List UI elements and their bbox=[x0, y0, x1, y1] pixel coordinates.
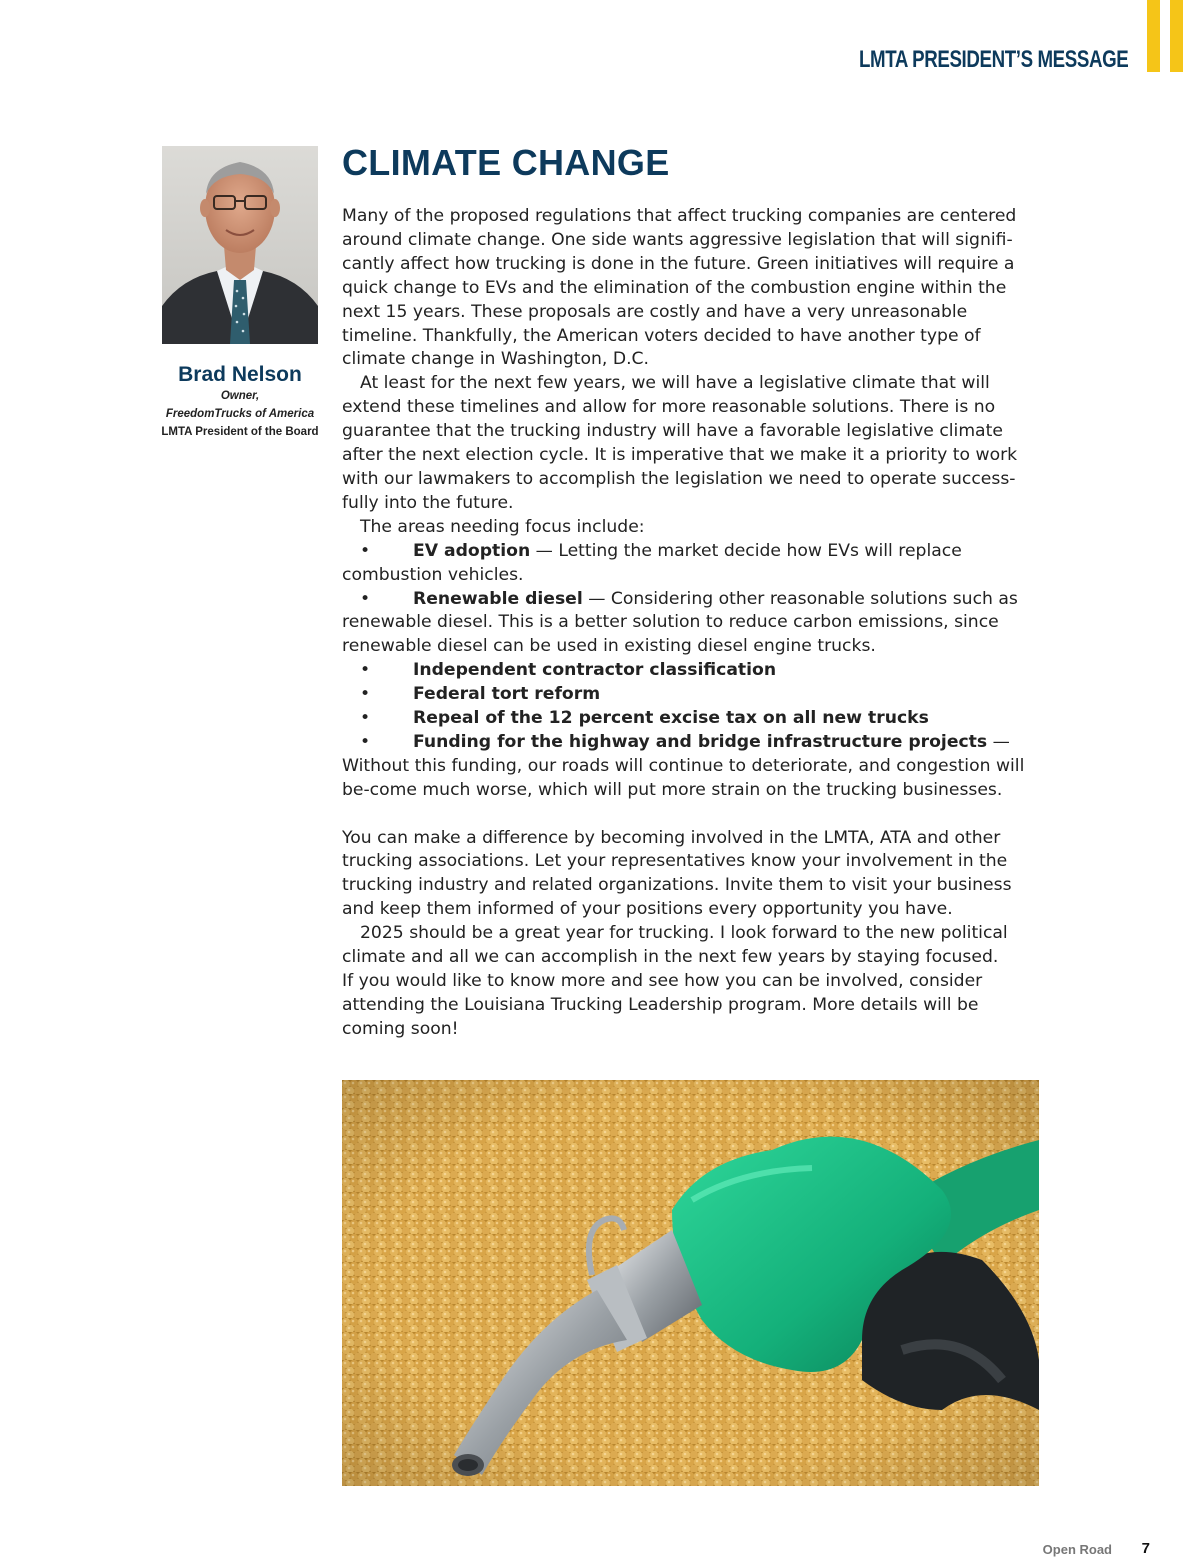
author-company: FreedomTrucks of America bbox=[165, 408, 315, 420]
portrait-photo-icon bbox=[162, 146, 318, 344]
fuel-nozzle-photo bbox=[342, 1080, 1039, 1486]
bullet-dot-icon: • bbox=[360, 588, 371, 609]
bullet-dot-icon: • bbox=[360, 708, 371, 729]
paragraph-1: Many of the proposed regulations that affect trucking companies are centered around climate change. One side wants aggressive legislation that will signifi-cantly affect how trucking is done in the future. Green initiatives will require a quick change to EVs and the elimination of the combustion engine within the next 15 years. These proposals are costly and have a very unreasonable timeline. Thankfully, the American voters decided to have another type of climate change in Washington, D.C. bbox=[342, 206, 1017, 370]
page-number: 7 bbox=[1141, 1540, 1150, 1557]
bullet-dot-icon: • bbox=[360, 540, 371, 561]
author-title: LMTA President of the Board bbox=[161, 426, 319, 438]
author-role: Owner, bbox=[220, 390, 260, 402]
paragraph-3: The areas needing focus include: bbox=[360, 516, 645, 537]
paragraph-gap bbox=[342, 803, 1042, 827]
paragraph-5b: If you would like to know more and see how you can be involved, consider attending the Louisiana Trucking Leadership program. More details will be coming soon! bbox=[342, 970, 983, 1039]
bullet-item: • Repeal of the 12 percent excise tax on all new trucks bbox=[342, 707, 1042, 731]
author-name: Brad Nelson bbox=[178, 363, 302, 386]
publication-name: Open Road bbox=[1042, 1542, 1112, 1557]
bullet-dot-icon: • bbox=[360, 660, 371, 681]
accent-bar-right bbox=[1170, 0, 1183, 72]
accent-bar-left bbox=[1147, 0, 1160, 72]
article-title: CLIMATE CHANGE bbox=[342, 142, 670, 183]
bullet-item: • EV adoption — Letting the market decide how EVs will replace combustion vehicles. bbox=[342, 540, 962, 585]
bullet-item: • Federal tort reform bbox=[342, 683, 1042, 707]
bullet-item: • Renewable diesel — Considering other reasonable solutions such as renewable diesel. This is a better solution to reduce carbon emissions, since renewable diesel can be used in existing diesel engine trucks. bbox=[342, 588, 1018, 657]
bullet-dot-icon: • bbox=[360, 684, 371, 705]
paragraph-2: At least for the next few years, we will have a legislative climate that will extend these timelines and allow for more reasonable solutions. There is no guarantee that the trucking industry will have a favorable legislative climate after the next election cycle. It is imperative that we make it a priority to work with our lawmakers to accomplish the legislation we need to operate success-fully into the future. bbox=[342, 373, 1018, 513]
paragraph-5a: 2025 should be a great year for trucking. I look forward to the new political climate and all we can accomplish in the next few years by staying focused. bbox=[342, 923, 1008, 968]
article-body bbox=[342, 205, 1042, 1042]
fuel-nozzle-soybeans-icon bbox=[342, 1080, 1039, 1486]
section-label: LMTA PRESIDENT’S MESSAGE bbox=[858, 46, 1128, 73]
bullet-dot-icon: • bbox=[360, 731, 371, 752]
bullet-item: • Independent contractor classification bbox=[342, 659, 1042, 683]
paragraph-4: You can make a difference by becoming involved in the LMTA, ATA and other trucking associations. Let your representatives know your involvement in the trucking industry and related organizations. Invite them to visit your business and keep them informed of your positions every opportunity you have. bbox=[342, 827, 1012, 920]
bullet-item: • Funding for the highway and bridge infrastructure projects — Without this funding, our roads will continue to deteriorate, and congestion will be-come much worse, which will put more strain on the trucking businesses. bbox=[342, 731, 1025, 800]
author-portrait bbox=[162, 146, 318, 344]
